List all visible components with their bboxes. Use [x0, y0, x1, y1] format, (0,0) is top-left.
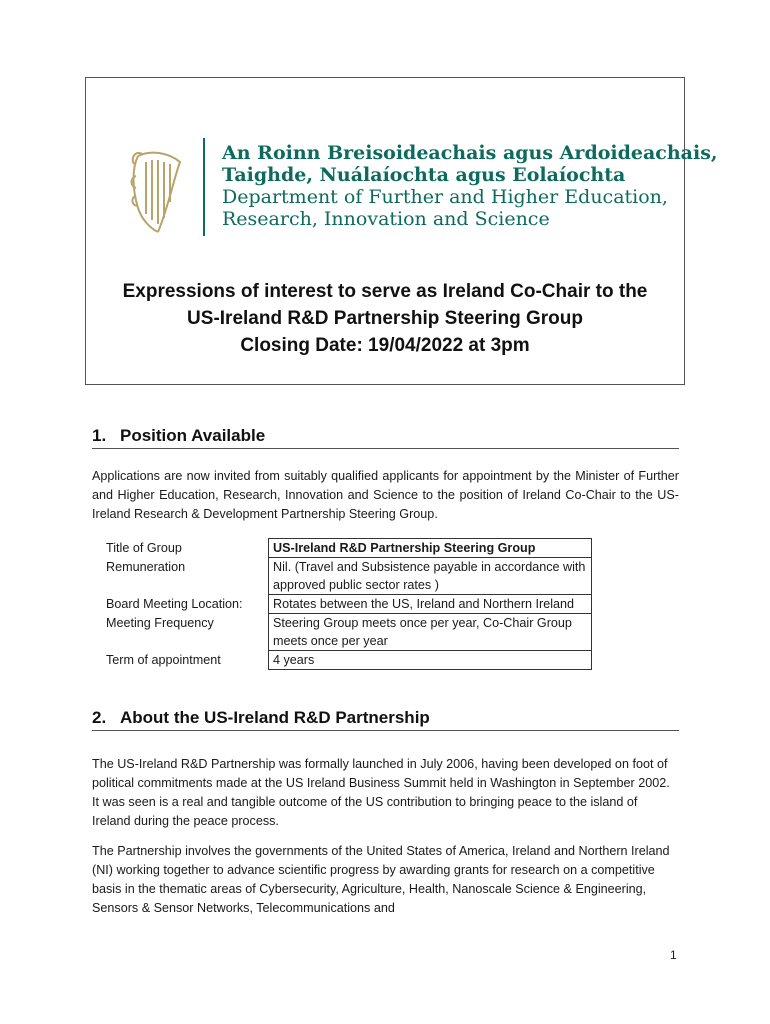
- title-box: [85, 77, 718, 385]
- section-1-heading: [92, 426, 679, 449]
- row-label: Title of Group: [106, 540, 182, 555]
- title-line-1: Expressions of interest to serve as Ireland Co-Chair to the: [122, 281, 648, 302]
- table-row: [104, 595, 592, 614]
- section-1-title: Position Available: [120, 426, 266, 445]
- row-value: Steering Group meets once per year, Co-Chair Group meets once per year: [269, 614, 592, 651]
- section-2-paragraph-2: The Partnership involves the governments of the United States of America, Ireland and Northern Ireland (NI) working together to advance scientific progress by awarding grants for research on a competitive basis in the thematic areas of Cybersecurity, Agriculture, Health, Nanoscale Science & Engineering, Sensors & Sensor Networks, Telecommunications and: [92, 844, 670, 915]
- section-1-intro: Applications are now invited from suitably qualified applicants for appointment by the Minister of Further and Higher Education, Research, Innovation and Science to the position of Ireland Co-Chair to the US-Ireland Research & Development Partnership Steering Group.: [92, 469, 679, 521]
- closing-date: Closing Date: 19/04/2022 at 3pm: [240, 335, 530, 356]
- row-value: Nil. (Travel and Subsistence payable in accordance with approved public sector rates ): [269, 558, 592, 595]
- page-number: 1: [670, 948, 677, 962]
- row-value: Rotates between the US, Ireland and Northern Ireland: [269, 595, 592, 614]
- section-2-paragraph-1: The US-Ireland R&D Partnership was formally launched in July 2006, having been developed on foot of political commitments made at the US Ireland Business Summit held in Washington in September 2002. It was seen is a real and tangible outcome of the US contribution to bringing peace to the island of Ireland during the peace process.: [92, 757, 670, 828]
- table-row: [104, 614, 592, 651]
- section-2-number: 2.: [92, 708, 107, 727]
- position-details-table: [104, 538, 592, 670]
- row-label: Remuneration: [106, 559, 186, 574]
- row-label: Board Meeting Location:: [106, 596, 243, 611]
- dept-name-irish-2: Taighde, Nuálaíochta agus Eolaíochta: [222, 164, 626, 186]
- document-title: [86, 278, 684, 359]
- title-line-2: US-Ireland R&D Partnership Steering Group: [187, 308, 583, 329]
- department-name: [222, 142, 718, 230]
- table-row: [104, 558, 592, 595]
- harp-icon: [128, 148, 186, 234]
- row-label: Meeting Frequency: [106, 615, 214, 630]
- dept-name-english-2: Research, Innovation and Science: [222, 208, 550, 230]
- row-value: 4 years: [269, 651, 592, 670]
- row-value: US-Ireland R&D Partnership Steering Group: [269, 539, 592, 558]
- section-2-heading: [92, 708, 679, 731]
- row-label: Term of appointment: [106, 652, 221, 667]
- table-row: [104, 651, 592, 670]
- department-logo: [128, 138, 718, 238]
- dept-name-irish-1: An Roinn Breisoideachais agus Ardoideachais,: [222, 142, 718, 164]
- section-1-number: 1.: [92, 426, 107, 445]
- dept-name-english-1: Department of Further and Higher Education,: [222, 186, 668, 208]
- section-2-title: About the US-Ireland R&D Partnership: [120, 708, 430, 727]
- logo-divider: [203, 138, 205, 236]
- table-row: [104, 539, 592, 558]
